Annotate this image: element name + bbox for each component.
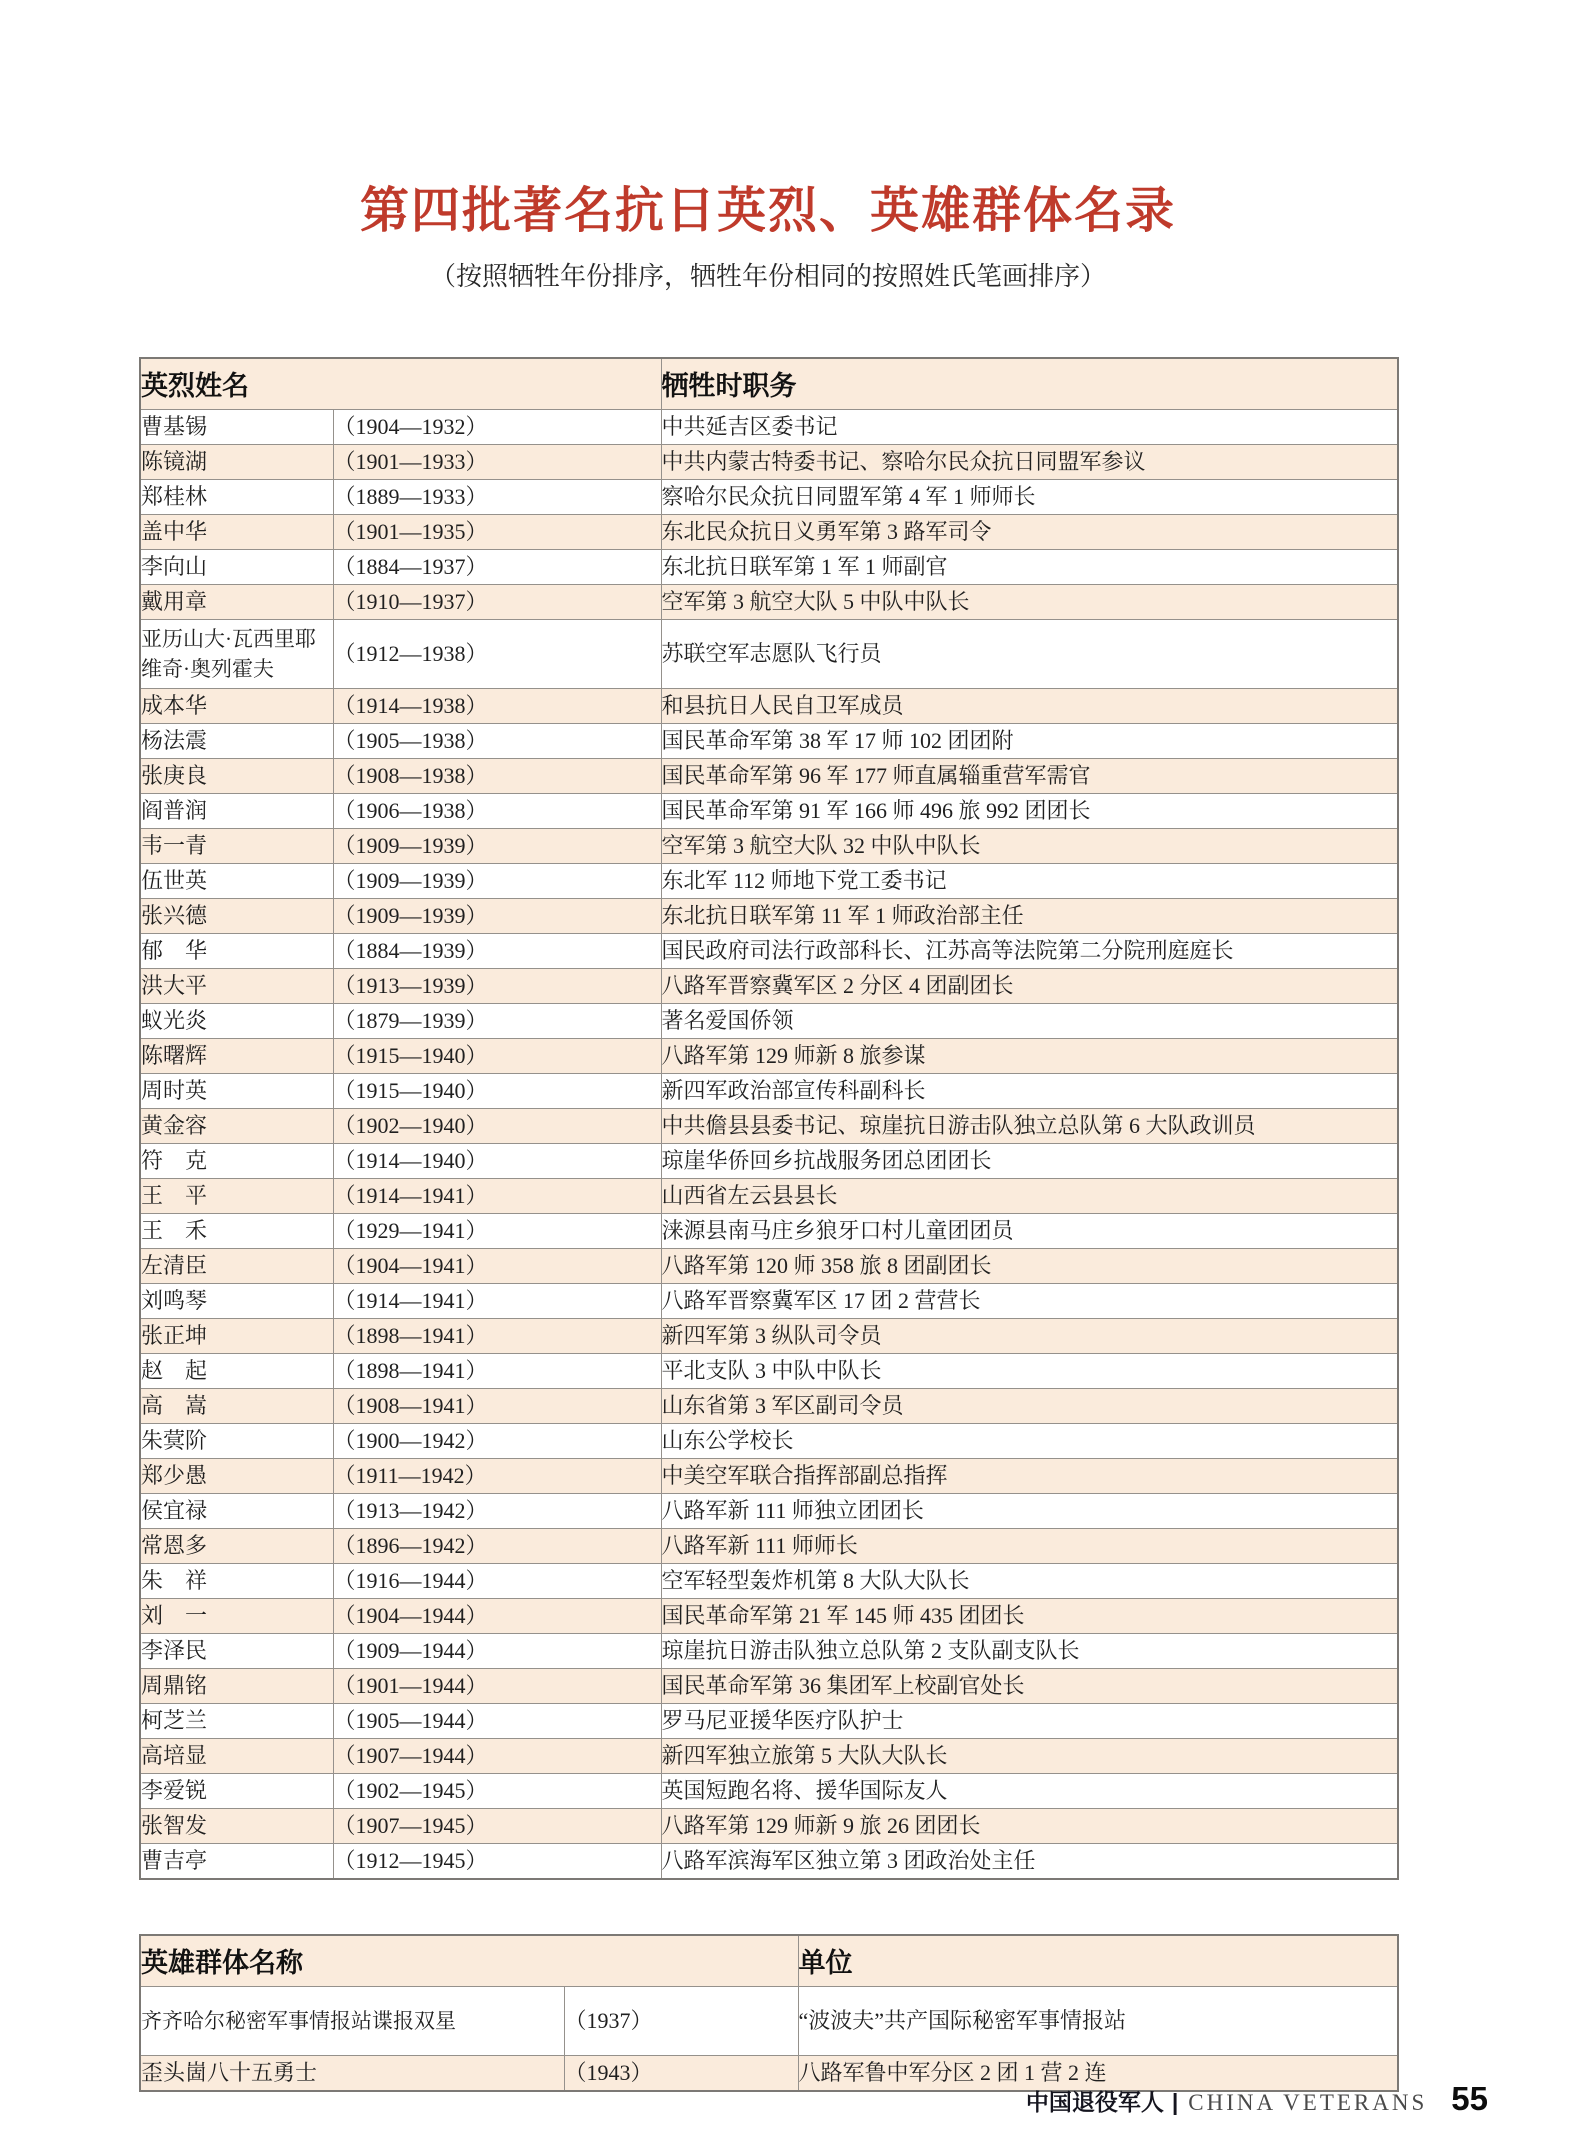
martyr-row-years-cell: （1913—1942） — [333, 1493, 661, 1528]
martyr-row — [140, 1178, 1398, 1213]
martyr-row — [140, 1598, 1398, 1633]
martyr-row-name-cell: 成本华 — [140, 688, 333, 723]
martyr-row-role-cell: 国民革命军第 96 军 177 师直属辎重营军需官 — [661, 758, 1398, 793]
martyr-row-role-cell: 涞源县南马庄乡狼牙口村儿童团团员 — [661, 1213, 1398, 1248]
martyr-table-header-name: 英烈姓名 — [140, 358, 661, 410]
martyr-row-name-cell: 王 禾 — [140, 1213, 333, 1248]
martyr-row-years-cell: （1907—1944） — [333, 1738, 661, 1773]
martyr-row-years-cell: （1904—1944） — [333, 1598, 661, 1633]
martyr-row-name-cell: 陈镜湖 — [140, 444, 333, 479]
hero-group-row-years-cell: （1943） — [564, 2055, 798, 2091]
martyr-row — [140, 619, 1398, 688]
martyr-row-role-cell: 新四军第 3 纵队司令员 — [661, 1318, 1398, 1353]
martyr-row-name-cell: 刘鸣琴 — [140, 1283, 333, 1318]
martyr-row-name-cell: 张庚良 — [140, 758, 333, 793]
martyr-row-years-cell: （1905—1944） — [333, 1703, 661, 1738]
martyr-row — [140, 1248, 1398, 1283]
martyr-row-name-cell: 黄金容 — [140, 1108, 333, 1143]
hero-group-row — [140, 1986, 1398, 2055]
martyr-row — [140, 1353, 1398, 1388]
martyr-row-years-cell: （1901—1935） — [333, 514, 661, 549]
martyr-row-role-cell: 新四军政治部宣传科副科长 — [661, 1073, 1398, 1108]
page-title: 第四批著名抗日英烈、英雄群体名录 — [359, 183, 1176, 238]
martyr-table-body — [140, 409, 1398, 1879]
martyr-row — [140, 1563, 1398, 1598]
martyr-row-role-cell: 中共内蒙古特委书记、察哈尔民众抗日同盟军参议 — [661, 444, 1398, 479]
martyr-row — [140, 1318, 1398, 1353]
martyr-row — [140, 723, 1398, 758]
martyr-row-name-cell: 李泽民 — [140, 1633, 333, 1668]
martyr-row — [140, 758, 1398, 793]
martyr-row — [140, 479, 1398, 514]
martyr-row — [140, 1003, 1398, 1038]
martyr-row-role-cell: 八路军第 120 师 358 旅 8 团副团长 — [661, 1248, 1398, 1283]
martyr-row-name-cell: 柯芝兰 — [140, 1703, 333, 1738]
martyr-row-role-cell: 八路军晋察冀军区 17 团 2 营营长 — [661, 1283, 1398, 1318]
martyr-row-name-cell: 张智发 — [140, 1808, 333, 1843]
martyr-row-role-cell: 山东公学校长 — [661, 1423, 1398, 1458]
martyr-row-role-cell: 空军轻型轰炸机第 8 大队大队长 — [661, 1563, 1398, 1598]
martyr-row — [140, 1703, 1398, 1738]
martyr-row-years-cell: （1909—1939） — [333, 828, 661, 863]
martyr-row-role-cell: 中共延吉区委书记 — [661, 409, 1398, 444]
martyr-row-years-cell: （1884—1937） — [333, 549, 661, 584]
martyr-row-role-cell: 八路军新 111 师师长 — [661, 1528, 1398, 1563]
martyr-row-years-cell: （1914—1941） — [333, 1283, 661, 1318]
martyr-row-name-cell: 侯宜禄 — [140, 1493, 333, 1528]
martyr-row-role-cell: 八路军晋察冀军区 2 分区 4 团副团长 — [661, 968, 1398, 1003]
martyr-row-years-cell: （1908—1938） — [333, 758, 661, 793]
martyr-row-years-cell: （1898—1941） — [333, 1353, 661, 1388]
hero-group-row-name-cell: 齐齐哈尔秘密军事情报站谍报双星 — [140, 1986, 564, 2055]
martyr-row-role-cell: 琼崖抗日游击队独立总队第 2 支队副支队长 — [661, 1633, 1398, 1668]
martyr-row-name-cell: 曹基锡 — [140, 409, 333, 444]
martyr-row-name-cell: 李向山 — [140, 549, 333, 584]
martyr-row — [140, 898, 1398, 933]
martyr-row-role-cell: 八路军新 111 师独立团团长 — [661, 1493, 1398, 1528]
martyr-row — [140, 1633, 1398, 1668]
hero-group-row-name-cell: 歪头崮八十五勇士 — [140, 2055, 564, 2091]
page-subtitle: （按照牺牲年份排序，牺牲年份相同的按照姓氏笔画排序） — [429, 262, 1106, 292]
footer-separator: | — [1171, 2089, 1179, 2115]
martyr-row-years-cell: （1884—1939） — [333, 933, 661, 968]
hero-group-table-header-unit: 单位 — [798, 1935, 1398, 1987]
martyr-row-name-cell: 曹吉亭 — [140, 1843, 333, 1879]
martyr-table-header-row — [140, 358, 1398, 410]
martyr-row-years-cell: （1879—1939） — [333, 1003, 661, 1038]
martyr-table-header — [140, 358, 1398, 410]
martyr-row-years-cell: （1901—1944） — [333, 1668, 661, 1703]
footer-magazine-name-cn: 中国退役军人 — [1025, 2089, 1164, 2115]
martyr-row — [140, 1388, 1398, 1423]
martyr-row-role-cell: 平北支队 3 中队中队长 — [661, 1353, 1398, 1388]
martyr-row — [140, 1458, 1398, 1493]
martyr-row-years-cell: （1900—1942） — [333, 1423, 661, 1458]
martyr-row-years-cell: （1913—1939） — [333, 968, 661, 1003]
martyr-row-name-cell: 周鼎铭 — [140, 1668, 333, 1703]
martyr-row-years-cell: （1907—1945） — [333, 1808, 661, 1843]
martyr-row-years-cell: （1915—1940） — [333, 1073, 661, 1108]
martyr-row — [140, 409, 1398, 444]
martyr-row — [140, 584, 1398, 619]
martyr-row — [140, 1038, 1398, 1073]
martyr-row-years-cell: （1929—1941） — [333, 1213, 661, 1248]
martyr-row-name-cell: 伍世英 — [140, 863, 333, 898]
martyr-row-years-cell: （1904—1932） — [333, 409, 661, 444]
martyr-row-role-cell: 山西省左云县县长 — [661, 1178, 1398, 1213]
martyr-row-role-cell: 东北抗日联军第 11 军 1 师政治部主任 — [661, 898, 1398, 933]
martyr-row-name-cell: 朱 祥 — [140, 1563, 333, 1598]
martyr-row — [140, 688, 1398, 723]
martyr-row-years-cell: （1909—1944） — [333, 1633, 661, 1668]
martyr-row-role-cell: 著名爱国侨领 — [661, 1003, 1398, 1038]
martyr-row-name-cell: 杨法震 — [140, 723, 333, 758]
martyr-row-role-cell: 和县抗日人民自卫军成员 — [661, 688, 1398, 723]
martyr-row-name-cell: 王 平 — [140, 1178, 333, 1213]
martyr-row — [140, 933, 1398, 968]
martyr-row — [140, 1423, 1398, 1458]
martyr-row-role-cell: 空军第 3 航空大队 5 中队中队长 — [661, 584, 1398, 619]
page-footer — [1026, 2080, 1488, 2118]
martyr-row-role-cell: 东北民众抗日义勇军第 3 路军司令 — [661, 514, 1398, 549]
martyr-row-name-cell: 陈曙辉 — [140, 1038, 333, 1073]
hero-group-table — [139, 1934, 1399, 2092]
martyr-table-header-role: 牺牲时职务 — [661, 358, 1398, 410]
martyr-row-name-cell: 高 嵩 — [140, 1388, 333, 1423]
martyr-row-years-cell: （1912—1945） — [333, 1843, 661, 1879]
martyr-row-years-cell: （1911—1942） — [333, 1458, 661, 1493]
martyr-row-role-cell: 山东省第 3 军区副司令员 — [661, 1388, 1398, 1423]
martyr-row-name-cell: 周时英 — [140, 1073, 333, 1108]
martyr-row-role-cell: 苏联空军志愿队飞行员 — [661, 619, 1398, 688]
martyr-row-name-cell: 戴用章 — [140, 584, 333, 619]
martyr-row-years-cell: （1916—1944） — [333, 1563, 661, 1598]
hero-group-table-header-row — [140, 1935, 1398, 1987]
martyr-row — [140, 1143, 1398, 1178]
hero-group-table-body — [140, 1986, 1398, 2091]
martyr-row-name-cell: 常恩多 — [140, 1528, 333, 1563]
martyr-row-role-cell: 空军第 3 航空大队 32 中队中队长 — [661, 828, 1398, 863]
martyr-row — [140, 1668, 1398, 1703]
martyr-row-role-cell: 国民革命军第 91 军 166 师 496 旅 992 团团长 — [661, 793, 1398, 828]
martyr-row-role-cell: 英国短跑名将、援华国际友人 — [661, 1773, 1398, 1808]
martyr-row — [140, 1808, 1398, 1843]
martyr-row — [140, 1528, 1398, 1563]
martyr-row — [140, 514, 1398, 549]
martyr-row-years-cell: （1902—1940） — [333, 1108, 661, 1143]
martyr-row-name-cell: 赵 起 — [140, 1353, 333, 1388]
footer-page-number: 55 — [1451, 2080, 1488, 2117]
martyr-row — [140, 549, 1398, 584]
hero-group-table-header-name: 英雄群体名称 — [140, 1935, 798, 1987]
martyr-row-years-cell: （1909—1939） — [333, 863, 661, 898]
martyr-row — [140, 1738, 1398, 1773]
martyr-row-role-cell: 国民政府司法行政部科长、江苏高等法院第二分院刑庭庭长 — [661, 933, 1398, 968]
martyr-row — [140, 1773, 1398, 1808]
footer-magazine-name-en: CHINA VETERANS — [1188, 2090, 1428, 2115]
martyr-row-years-cell: （1902—1945） — [333, 1773, 661, 1808]
martyr-row-name-cell: 张兴德 — [140, 898, 333, 933]
martyr-row-name-cell: 符 克 — [140, 1143, 333, 1178]
martyr-row-role-cell: 八路军第 129 师新 8 旅参谋 — [661, 1038, 1398, 1073]
martyr-row-role-cell: 琼崖华侨回乡抗战服务团总团团长 — [661, 1143, 1398, 1178]
martyr-row-name-cell: 张正坤 — [140, 1318, 333, 1353]
martyr-row-years-cell: （1898—1941） — [333, 1318, 661, 1353]
martyr-row-name-cell: 高培显 — [140, 1738, 333, 1773]
martyr-row-years-cell: （1915—1940） — [333, 1038, 661, 1073]
martyr-row-name-cell: 朱蓂阶 — [140, 1423, 333, 1458]
martyr-row-role-cell: 八路军第 129 师新 9 旅 26 团团长 — [661, 1808, 1398, 1843]
martyr-row-name-cell: 左清臣 — [140, 1248, 333, 1283]
martyr-row-years-cell: （1912—1938） — [333, 619, 661, 688]
page-content — [139, 0, 1397, 2092]
martyr-row-role-cell: 新四军独立旅第 5 大队大队长 — [661, 1738, 1398, 1773]
martyr-row-role-cell: 国民革命军第 36 集团军上校副官处长 — [661, 1668, 1398, 1703]
martyr-row-role-cell: 国民革命军第 38 军 17 师 102 团团附 — [661, 723, 1398, 758]
martyr-row-years-cell: （1908—1941） — [333, 1388, 661, 1423]
martyr-row-years-cell: （1904—1941） — [333, 1248, 661, 1283]
martyr-row-years-cell: （1905—1938） — [333, 723, 661, 758]
martyr-row-role-cell: 罗马尼亚援华医疗队护士 — [661, 1703, 1398, 1738]
martyr-row-name-cell: 蚁光炎 — [140, 1003, 333, 1038]
martyr-row-name-cell: 李爱锐 — [140, 1773, 333, 1808]
martyr-row — [140, 444, 1398, 479]
martyr-row-name-cell: 阎普润 — [140, 793, 333, 828]
martyr-row-name-cell: 刘 一 — [140, 1598, 333, 1633]
martyr-row-role-cell: 东北军 112 师地下党工委书记 — [661, 863, 1398, 898]
hero-group-row-years-cell: （1937） — [564, 1986, 798, 2055]
martyr-row-name-cell: 盖中华 — [140, 514, 333, 549]
martyr-row-years-cell: （1906—1938） — [333, 793, 661, 828]
martyr-row-name-cell: 韦一青 — [140, 828, 333, 863]
martyr-row-role-cell: 中共儋县县委书记、琼崖抗日游击队独立总队第 6 大队政训员 — [661, 1108, 1398, 1143]
hero-group-row-role-cell: 八路军鲁中军分区 2 团 1 营 2 连 — [798, 2055, 1398, 2091]
martyr-row — [140, 1213, 1398, 1248]
hero-group-row-role-cell: “波波夫”共产国际秘密军事情报站 — [798, 1986, 1398, 2055]
martyr-row-name-cell: 洪大平 — [140, 968, 333, 1003]
martyr-row-role-cell: 中美空军联合指挥部副总指挥 — [661, 1458, 1398, 1493]
martyr-row — [140, 828, 1398, 863]
martyr-row-years-cell: （1914—1940） — [333, 1143, 661, 1178]
martyr-row — [140, 968, 1398, 1003]
martyr-row — [140, 1493, 1398, 1528]
martyr-row-years-cell: （1896—1942） — [333, 1528, 661, 1563]
martyr-row-name-cell: 郑少愚 — [140, 1458, 333, 1493]
martyr-row-years-cell: （1914—1941） — [333, 1178, 661, 1213]
martyr-row — [140, 793, 1398, 828]
martyr-row — [140, 863, 1398, 898]
martyr-row-years-cell: （1914—1938） — [333, 688, 661, 723]
martyr-row — [140, 1108, 1398, 1143]
martyr-row-years-cell: （1889—1933） — [333, 479, 661, 514]
martyr-row-role-cell: 国民革命军第 21 军 145 师 435 团团长 — [661, 1598, 1398, 1633]
martyr-row-role-cell: 察哈尔民众抗日同盟军第 4 军 1 师师长 — [661, 479, 1398, 514]
hero-group-table-header — [140, 1935, 1398, 1987]
martyr-row — [140, 1283, 1398, 1318]
martyr-row-name-cell: 郁 华 — [140, 933, 333, 968]
martyr-row-years-cell: （1901—1933） — [333, 444, 661, 479]
martyr-table — [139, 357, 1399, 1880]
martyr-row — [140, 1073, 1398, 1108]
martyr-row-name-cell: 郑桂林 — [140, 479, 333, 514]
martyr-row-years-cell: （1910—1937） — [333, 584, 661, 619]
martyr-row-name-cell: 亚历山大·瓦西里耶维奇·奥列霍夫 — [140, 619, 333, 688]
martyr-row-role-cell: 东北抗日联军第 1 军 1 师副官 — [661, 549, 1398, 584]
martyr-row-role-cell: 八路军滨海军区独立第 3 团政治处主任 — [661, 1843, 1398, 1879]
martyr-row-years-cell: （1909—1939） — [333, 898, 661, 933]
martyr-row — [140, 1843, 1398, 1879]
